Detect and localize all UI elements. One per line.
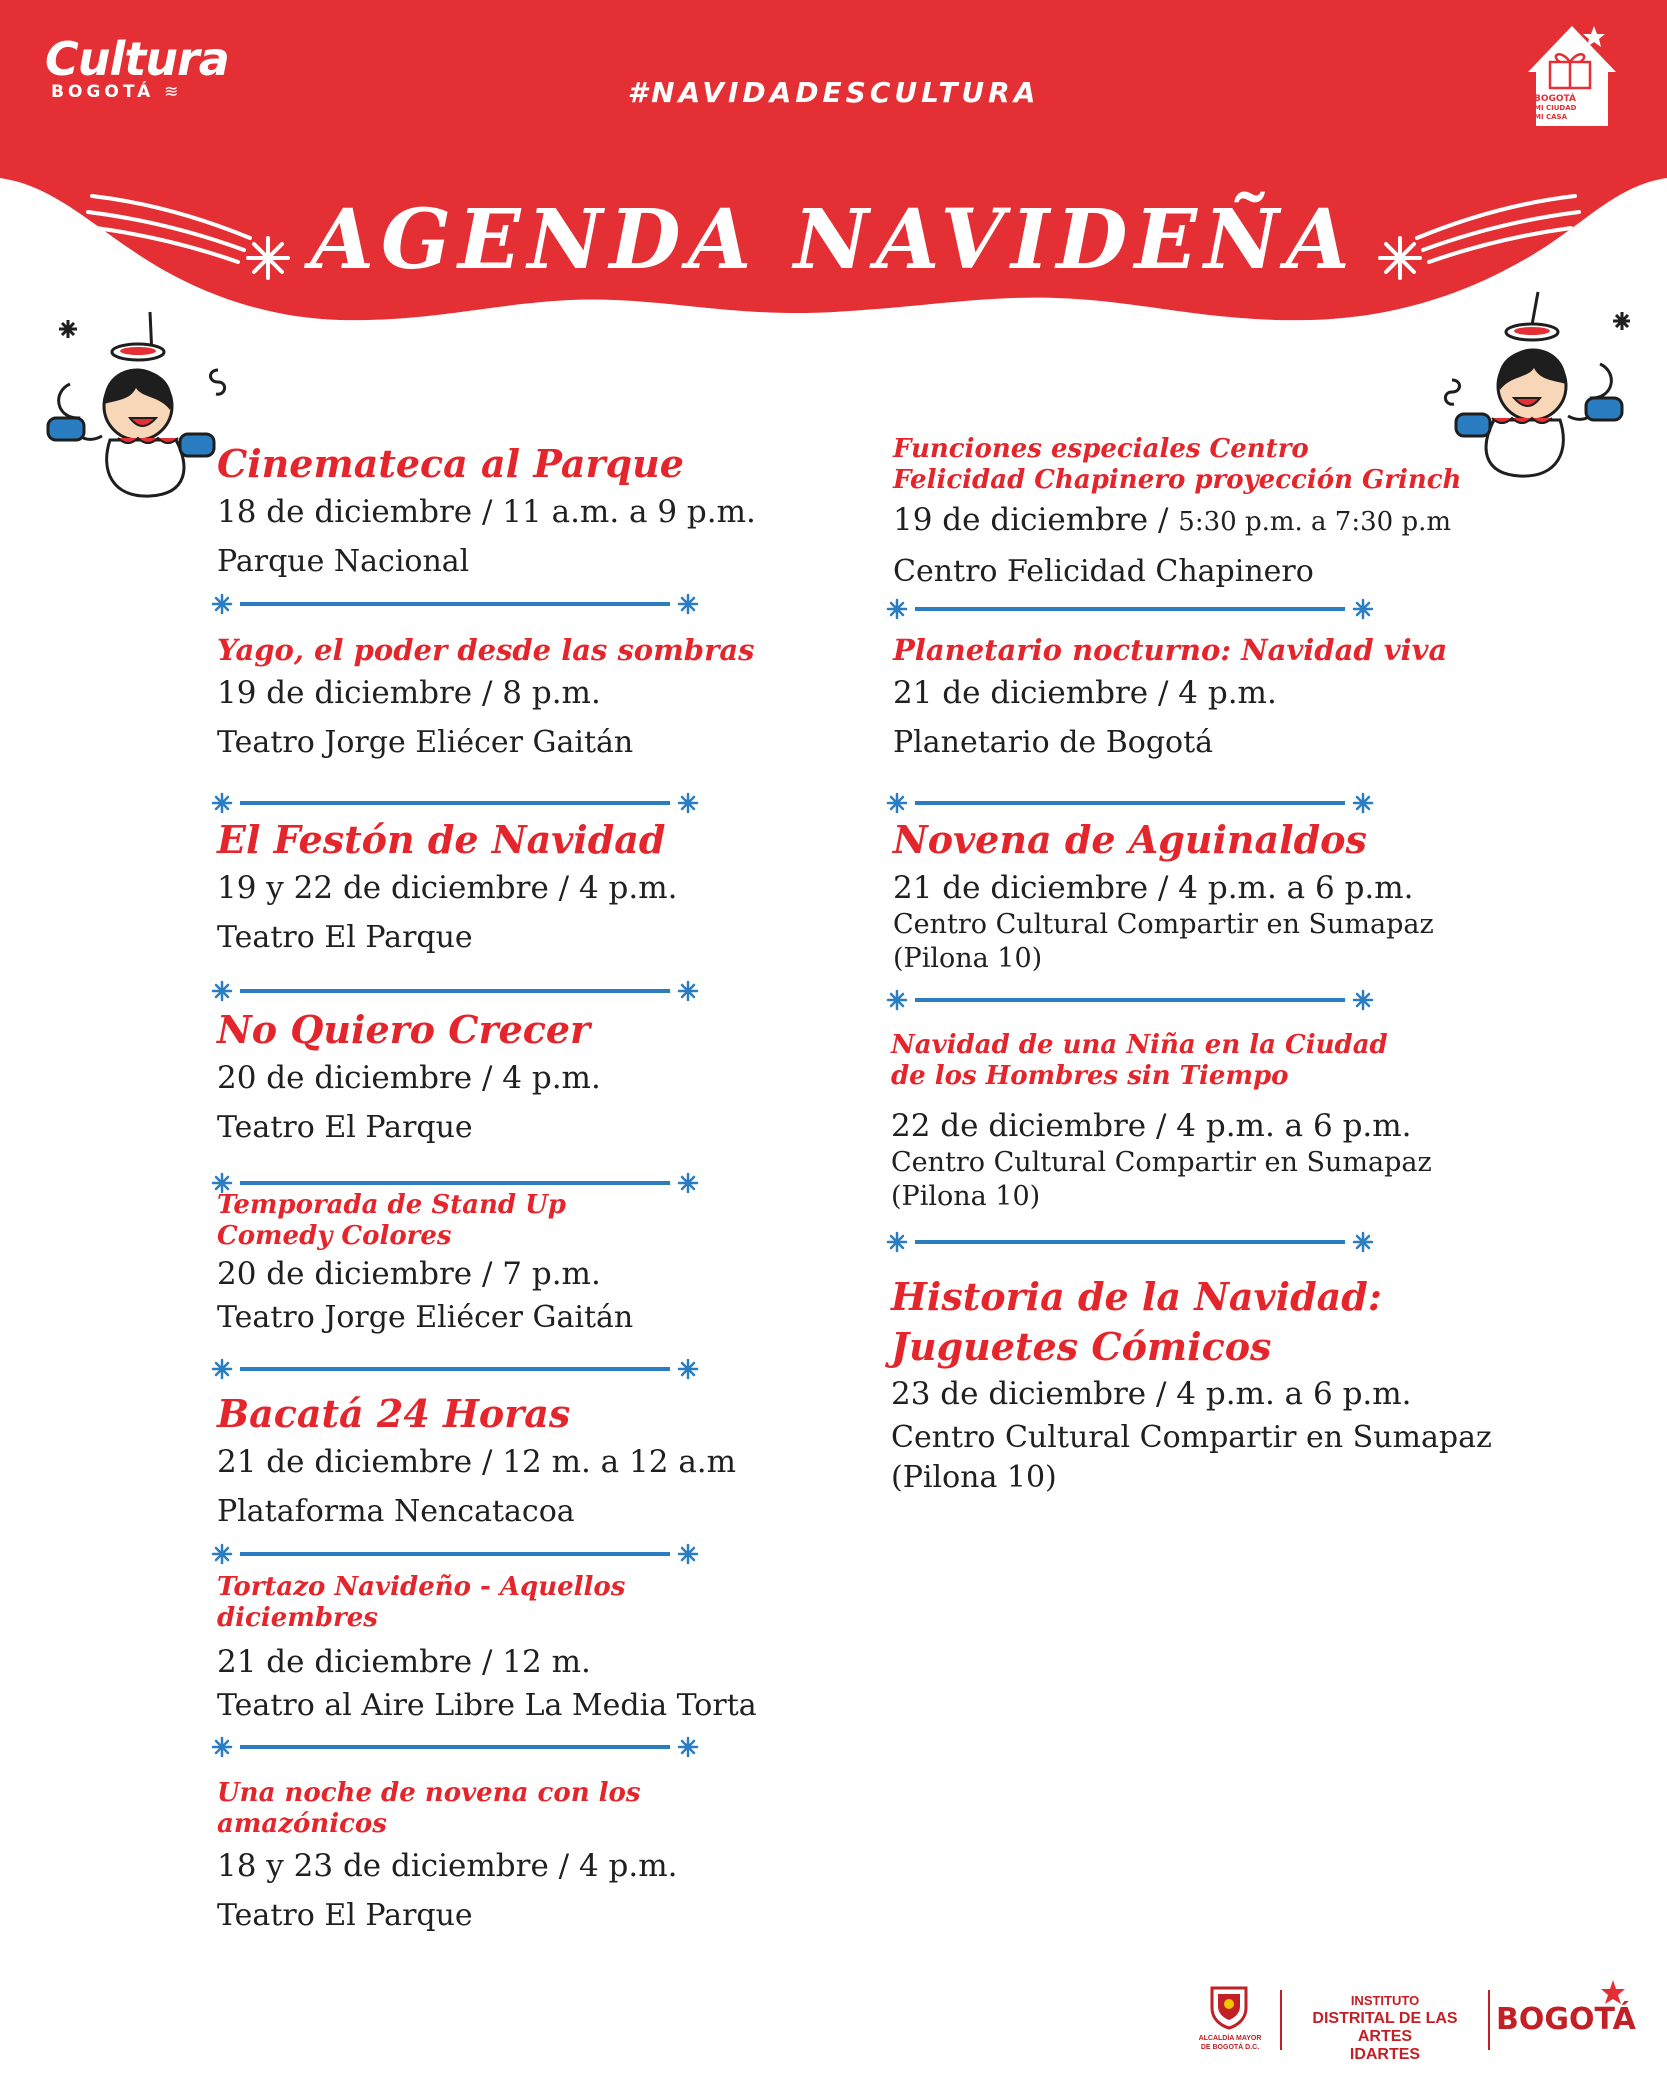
snowflake-icon: [679, 1738, 697, 1756]
snowflake-icon: [888, 1233, 906, 1251]
snowflake-icon: [888, 600, 906, 618]
section-divider: [208, 1354, 702, 1384]
snowflake-icon: [679, 1174, 697, 1192]
section-divider: [208, 1539, 702, 1569]
event-date: 23 de diciembre / 4 p.m. a 6 p.m.: [891, 1376, 1412, 1412]
event-date: 20 de diciembre / 7 p.m.: [217, 1256, 601, 1292]
event-venue: Centro Cultural Compartir en Sumapaz (Pilona 10): [891, 1420, 1492, 1495]
snowflake-icon: [213, 1174, 231, 1192]
snowflake-icon: [679, 982, 697, 1000]
event-amazonicos: [217, 1778, 857, 1936]
event-historia-navidad: [891, 1272, 1571, 1498]
snowflake-icon: [1354, 1233, 1372, 1251]
event-date: 21 de diciembre / 4 p.m.: [893, 675, 1277, 711]
event-title: El Festón de Navidad: [217, 817, 666, 862]
event-title: Una noche de novena con los amazónicos: [217, 1778, 641, 1839]
event-venue: Parque Nacional: [217, 544, 470, 579]
event-title: No Quiero Crecer: [217, 1007, 591, 1052]
idartes-logo: INSTITUTO DISTRITAL DE LAS ARTES IDARTES: [1312, 1993, 1458, 2063]
event-date: 20 de diciembre / 4 p.m.: [217, 1060, 601, 1096]
event-no-quiero-crecer: [217, 1008, 857, 1148]
snowflake-icon: [1354, 991, 1372, 1009]
section-divider: [208, 1732, 702, 1762]
event-bacata: [217, 1392, 857, 1532]
event-date: 21 de diciembre / 12 m.: [217, 1644, 591, 1680]
event-nina-ciudad: [891, 1030, 1551, 1214]
event-date: 21 de diciembre / 4 p.m. a 6 p.m.: [893, 870, 1414, 906]
event-date: 21 de diciembre / 12 m. a 12 a.m: [217, 1444, 737, 1480]
snowflake-icon: [213, 1360, 231, 1378]
alcaldia-label: ALCALDÍA MAYOR DE BOGOTÁ D.C.: [1198, 2035, 1262, 2051]
event-title: Historia de la Navidad: Juguetes Cómicos: [891, 1274, 1382, 1369]
event-date: 18 y 23 de diciembre / 4 p.m.: [217, 1848, 678, 1884]
brand-sub: BOGOTÁ ≋: [51, 82, 179, 102]
event-title: Planetario nocturno: Navidad viva: [893, 633, 1448, 667]
event-title: Temporada de Stand Up Comedy Colores: [217, 1190, 566, 1251]
event-title: Tortazo Navideño - Aquellos diciembres: [217, 1572, 626, 1633]
snowflake-icon: [679, 1360, 697, 1378]
event-grinch: [893, 434, 1553, 592]
event-date: 18 de diciembre / 11 a.m. a 9 p.m.: [217, 494, 756, 530]
event-venue: Teatro El Parque: [217, 920, 473, 955]
snowflake-icon: [213, 1545, 231, 1563]
angel-illustration-left: [40, 300, 230, 510]
section-divider: [208, 589, 702, 619]
snowflake-icon: [679, 595, 697, 613]
event-title: Bacatá 24 Horas: [217, 1391, 571, 1436]
event-venue: Teatro Jorge Eliécer Gaitán: [217, 1300, 634, 1335]
section-divider: [208, 788, 702, 818]
footer-divider: [1280, 1990, 1282, 2050]
event-venue: Centro Cultural Compartir en Sumapaz (Pilona 10): [891, 1147, 1432, 1212]
event-cinemateca: [217, 442, 837, 582]
event-title: Cinemateca al Parque: [217, 441, 684, 486]
event-venue: Teatro Jorge Eliécer Gaitán: [217, 725, 634, 760]
event-venue: Centro Cultural Compartir en Sumapaz (Pilona 10): [893, 909, 1434, 974]
event-date: 19 y 22 de diciembre / 4 p.m.: [217, 870, 678, 906]
section-divider: [883, 985, 1377, 1015]
section-divider: [883, 594, 1377, 624]
event-title: Novena de Aguinaldos: [893, 817, 1367, 862]
snowflake-icon: [213, 794, 231, 812]
event-stand-up: [217, 1190, 857, 1338]
event-tortazo: [217, 1572, 857, 1726]
snowflake-icon: [679, 1545, 697, 1563]
section-divider: [208, 1168, 702, 1198]
event-title: Navidad de una Niña en la Ciudad de los Hombres sin Tiempo: [891, 1030, 1388, 1091]
event-venue: Teatro El Parque: [217, 1110, 473, 1145]
event-title: Funciones especiales Centro Felicidad Chapinero proyección Grinch: [893, 434, 1462, 495]
snowflake-icon: [888, 991, 906, 1009]
snowflake-icon: [213, 982, 231, 1000]
house-badge: BOGOTÁ MI CIUDAD MI CASA: [1534, 94, 1577, 121]
event-date: 19 de diciembre / 5:30 p.m. a 7:30 p.m: [893, 502, 1452, 538]
bogota-logo: BOGOTÁ: [1496, 2002, 1636, 2037]
event-yago: [217, 634, 857, 763]
brand-main: Cultura: [45, 32, 229, 86]
section-divider: [883, 788, 1377, 818]
event-venue: Teatro El Parque: [217, 1898, 473, 1933]
footer-divider: [1488, 1990, 1490, 2050]
snowflake-icon: [213, 595, 231, 613]
snowflake-icon: [1354, 794, 1372, 812]
alcaldia-shield-icon: [1204, 1984, 1254, 2030]
event-date: 19 de diciembre / 8 p.m.: [217, 675, 601, 711]
event-venue: Plataforma Nencatacoa: [217, 1494, 575, 1529]
snowflake-icon: [679, 794, 697, 812]
section-divider: [208, 976, 702, 1006]
event-venue: Teatro al Aire Libre La Media Torta: [217, 1688, 757, 1723]
event-venue: Centro Felicidad Chapinero: [893, 554, 1314, 589]
bogota-star-icon: [1598, 1978, 1628, 2008]
event-title: Yago, el poder desde las sombras: [217, 633, 755, 667]
page-title: AGENDA NAVIDEÑA: [310, 192, 1357, 288]
snowflake-icon: [213, 1738, 231, 1756]
snowflake-icon: [1354, 600, 1372, 618]
event-date: 22 de diciembre / 4 p.m. a 6 p.m.: [891, 1108, 1412, 1144]
event-novena-aguinaldos: [893, 818, 1553, 976]
event-feston: [217, 818, 857, 958]
event-planetario: [893, 634, 1553, 763]
event-venue: Planetario de Bogotá: [893, 725, 1214, 760]
snowflake-icon: [888, 794, 906, 812]
hashtag: #NAVIDADESCULTURA: [627, 76, 1040, 109]
section-divider: [883, 1227, 1377, 1257]
